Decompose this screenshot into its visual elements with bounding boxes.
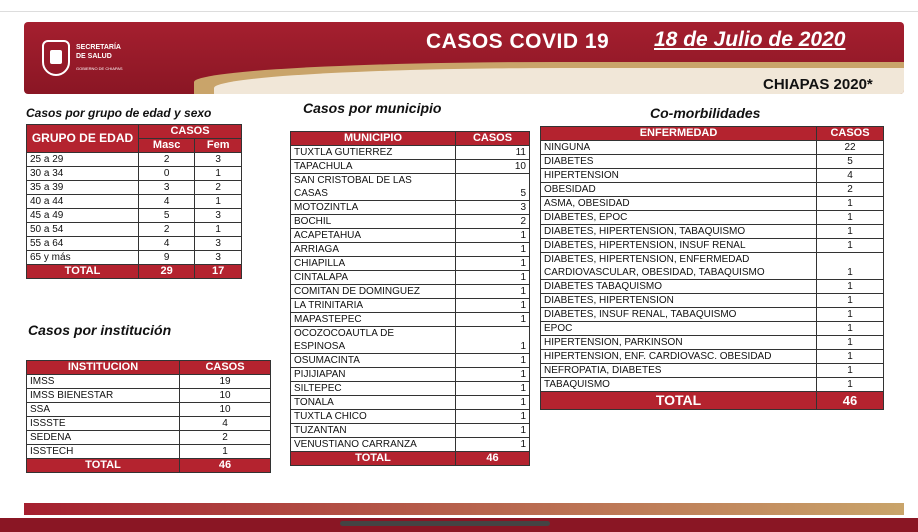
mun-name	[291, 271, 456, 285]
table-row	[27, 431, 271, 445]
inst-name: SSA	[27, 403, 180, 417]
com-name	[541, 280, 817, 294]
institucion-table	[26, 360, 271, 473]
table-row	[291, 424, 530, 438]
mun-name-line1: OCOZOCOAUTLA DE	[294, 328, 395, 339]
com-name-line1: NINGUNA	[544, 142, 591, 153]
scroll-indicator	[340, 521, 550, 526]
com-name	[541, 225, 817, 239]
mun-name	[291, 229, 456, 243]
edad-masc: 9	[139, 251, 195, 265]
inst-casos: 4	[180, 417, 271, 431]
table-row	[291, 229, 530, 243]
table-row	[541, 322, 884, 336]
com-name-line1: DIABETES, EPOC	[544, 212, 628, 223]
mun-name-line1: TUXTLA GUTIERREZ	[294, 147, 393, 158]
com-name-line1: DIABETES, HIPERTENSION, ENFERMEDAD	[544, 254, 750, 265]
com-name	[541, 211, 817, 225]
com-name-line1: DIABETES, HIPERTENSION, TABAQUISMO	[544, 226, 746, 237]
mun-col-name: MUNICIPIO	[291, 132, 456, 146]
table-row	[27, 375, 271, 389]
inst-total: 46	[180, 459, 271, 473]
com-casos: 5	[817, 155, 884, 169]
com-name-line2: CARDIOVASCULAR, OBESIDAD, TABAQUISMO	[544, 267, 765, 278]
com-casos: 1	[817, 308, 884, 322]
com-name	[541, 141, 817, 155]
com-casos: 1	[817, 364, 884, 378]
mun-name-line1: TAPACHULA	[294, 161, 353, 172]
mun-name	[291, 313, 456, 327]
mun-name	[291, 424, 456, 438]
mun-name-line1: BOCHIL	[294, 216, 332, 227]
inst-casos: 1	[180, 445, 271, 459]
mun-name	[291, 396, 456, 410]
com-name	[541, 322, 817, 336]
com-name	[541, 294, 817, 308]
table-row	[291, 327, 530, 354]
edad-masc: 4	[139, 195, 195, 209]
table-row	[291, 174, 530, 201]
table-row	[291, 146, 530, 160]
table-row	[27, 265, 242, 279]
mun-name-line1: ARRIAGA	[294, 244, 340, 255]
inst-casos: 10	[180, 389, 271, 403]
mun-name	[291, 215, 456, 229]
mun-casos: 1	[456, 438, 530, 452]
page-date: 18 de Julio de 2020	[654, 28, 846, 51]
table-row	[541, 378, 884, 392]
com-name	[541, 197, 817, 211]
com-name-line1: EPOC	[544, 323, 573, 334]
com-casos: 2	[817, 183, 884, 197]
com-name	[541, 155, 817, 169]
edad-masc: 2	[139, 153, 195, 167]
mun-casos: 1	[456, 327, 530, 354]
com-name-line1: TABAQUISMO	[544, 379, 610, 390]
mun-name	[291, 201, 456, 215]
mun-casos: 1	[456, 257, 530, 271]
com-casos: 4	[817, 169, 884, 183]
com-name-line1: HIPERTENSION, ENF. CARDIOVASC. OBESIDAD	[544, 351, 772, 362]
com-name-line1: NEFROPATIA, DIABETES	[544, 365, 662, 376]
com-casos: 1	[817, 322, 884, 336]
edad-total-label: TOTAL	[27, 265, 139, 279]
mun-casos: 1	[456, 410, 530, 424]
mun-total: 46	[456, 452, 530, 466]
mun-casos: 2	[456, 215, 530, 229]
com-name-line1: DIABETES, HIPERTENSION	[544, 295, 674, 306]
table-row	[291, 299, 530, 313]
edad-fem: 1	[195, 195, 242, 209]
com-col-name: ENFERMEDAD	[541, 127, 817, 141]
com-casos: 1	[817, 378, 884, 392]
mun-casos: 3	[456, 201, 530, 215]
com-name	[541, 253, 817, 280]
table-row	[27, 181, 242, 195]
edad-col-casos: CASOS	[139, 125, 242, 139]
table-row	[541, 253, 884, 280]
mun-name	[291, 327, 456, 354]
mun-name-line1: SAN CRISTOBAL DE LAS	[294, 175, 412, 186]
mun-name	[291, 354, 456, 368]
bottom-bar	[0, 518, 918, 532]
com-name	[541, 239, 817, 253]
footer-strip	[24, 503, 904, 515]
mun-casos: 5	[456, 174, 530, 201]
mun-casos: 1	[456, 271, 530, 285]
table-row	[541, 392, 884, 410]
mun-name-line1: LA TRINITARIA	[294, 300, 364, 311]
inst-name: IMSS	[27, 375, 180, 389]
com-name	[541, 169, 817, 183]
edad-fem: 1	[195, 223, 242, 237]
com-casos: 1	[817, 239, 884, 253]
mun-name-line1: MAPASTEPEC	[294, 314, 362, 325]
edad-grupo: 30 a 34	[27, 167, 139, 181]
secretaria-salud-logo-icon	[42, 40, 70, 76]
mun-casos: 1	[456, 229, 530, 243]
table-row	[541, 183, 884, 197]
mun-casos: 10	[456, 160, 530, 174]
com-name-line1: OBESIDAD	[544, 184, 596, 195]
com-casos: 1	[817, 280, 884, 294]
mun-casos: 1	[456, 368, 530, 382]
com-total-label: TOTAL	[541, 392, 817, 410]
com-name	[541, 350, 817, 364]
com-name-line1: DIABETES	[544, 156, 594, 167]
inst-total-label: TOTAL	[27, 459, 180, 473]
mun-casos: 11	[456, 146, 530, 160]
table-row	[541, 155, 884, 169]
mun-name-line1: COMITAN DE DOMINGUEZ	[294, 286, 420, 297]
mun-casos: 1	[456, 396, 530, 410]
table-row	[291, 215, 530, 229]
table-row	[27, 223, 242, 237]
edad-grupo: 50 a 54	[27, 223, 139, 237]
mun-casos: 1	[456, 424, 530, 438]
table-row	[541, 141, 884, 155]
mun-casos: 1	[456, 354, 530, 368]
table-row	[541, 197, 884, 211]
com-total: 46	[817, 392, 884, 410]
mun-name	[291, 174, 456, 201]
edad-fem: 2	[195, 181, 242, 195]
inst-casos: 19	[180, 375, 271, 389]
table-row	[291, 368, 530, 382]
com-col-casos: CASOS	[817, 127, 884, 141]
edad-grupo: 65 y más	[27, 251, 139, 265]
edad-col-fem: Fem	[195, 139, 242, 153]
com-casos: 22	[817, 141, 884, 155]
com-casos: 1	[817, 211, 884, 225]
top-bar	[0, 0, 918, 12]
com-casos: 1	[817, 350, 884, 364]
comorb-table	[540, 126, 884, 410]
table-row	[291, 257, 530, 271]
edad-fem: 3	[195, 251, 242, 265]
header-banner	[24, 22, 904, 94]
table-row	[541, 350, 884, 364]
mun-name-line1: OSUMACINTA	[294, 355, 360, 366]
mun-casos: 1	[456, 313, 530, 327]
edad-title: Casos por grupo de edad y sexo	[26, 106, 212, 120]
table-row	[291, 243, 530, 257]
edad-table	[26, 124, 242, 279]
mun-name-line2: ESPINOSA	[294, 341, 346, 352]
com-name-line1: DIABETES, INSUF RENAL, TABAQUISMO	[544, 309, 737, 320]
table-row	[541, 169, 884, 183]
comorb-title: Co-morbilidades	[650, 105, 761, 121]
com-name	[541, 308, 817, 322]
table-row	[541, 294, 884, 308]
edad-fem: 3	[195, 237, 242, 251]
com-casos: 1	[817, 253, 884, 280]
mun-name-line1: TONALA	[294, 397, 334, 408]
table-row	[27, 251, 242, 265]
mun-name	[291, 285, 456, 299]
table-row	[27, 389, 271, 403]
table-row	[541, 225, 884, 239]
logo-line2: DE SALUD	[76, 53, 112, 60]
mun-casos: 1	[456, 285, 530, 299]
table-row	[291, 396, 530, 410]
logo-line1: SECRETARÍA	[76, 44, 121, 51]
edad-col-group: GRUPO DE EDAD	[27, 125, 139, 153]
table-row	[27, 445, 271, 459]
com-casos: 1	[817, 197, 884, 211]
edad-total-fem: 17	[195, 265, 242, 279]
table-row	[541, 239, 884, 253]
com-casos: 1	[817, 294, 884, 308]
mun-name	[291, 299, 456, 313]
inst-name: SEDENA	[27, 431, 180, 445]
municipio-table	[290, 131, 530, 466]
edad-fem: 3	[195, 209, 242, 223]
inst-name: IMSS BIENESTAR	[27, 389, 180, 403]
edad-grupo: 45 a 49	[27, 209, 139, 223]
table-row	[541, 280, 884, 294]
inst-col-casos: CASOS	[180, 361, 271, 375]
mun-name-line1: ACAPETAHUA	[294, 230, 362, 241]
com-name-line1: DIABETES TABAQUISMO	[544, 281, 662, 292]
page-title: CASOS COVID 19	[426, 30, 610, 53]
table-row	[27, 237, 242, 251]
table-row	[291, 160, 530, 174]
table-row	[541, 336, 884, 350]
table-row	[291, 285, 530, 299]
mun-casos: 1	[456, 243, 530, 257]
mun-name	[291, 368, 456, 382]
edad-masc: 3	[139, 181, 195, 195]
com-name	[541, 378, 817, 392]
table-row	[291, 438, 530, 452]
table-row	[291, 271, 530, 285]
mun-name-line1: PIJIJIAPAN	[294, 369, 346, 380]
edad-grupo: 40 a 44	[27, 195, 139, 209]
edad-grupo: 35 a 39	[27, 181, 139, 195]
mun-name	[291, 438, 456, 452]
com-name	[541, 183, 817, 197]
mun-col-casos: CASOS	[456, 132, 530, 146]
mun-name	[291, 410, 456, 424]
com-name-line1: ASMA, OBESIDAD	[544, 198, 630, 209]
edad-col-masc: Masc	[139, 139, 195, 153]
edad-fem: 3	[195, 153, 242, 167]
com-casos: 1	[817, 336, 884, 350]
mun-name	[291, 382, 456, 396]
mun-name-line2: CASAS	[294, 188, 328, 199]
mun-total-label: TOTAL	[291, 452, 456, 466]
table-row	[291, 313, 530, 327]
mun-name-line1: VENUSTIANO CARRANZA	[294, 439, 417, 450]
inst-name: ISSTECH	[27, 445, 180, 459]
table-row	[27, 153, 242, 167]
table-row	[27, 209, 242, 223]
inst-col-name: INSTITUCION	[27, 361, 180, 375]
edad-fem: 1	[195, 167, 242, 181]
table-row	[291, 201, 530, 215]
table-row	[291, 354, 530, 368]
table-row	[291, 382, 530, 396]
mun-name-line1: MOTOZINTLA	[294, 202, 359, 213]
mun-casos: 1	[456, 299, 530, 313]
edad-grupo: 55 a 64	[27, 237, 139, 251]
mun-name-line1: SILTEPEC	[294, 383, 342, 394]
table-row	[541, 364, 884, 378]
page-subtitle: CHIAPAS 2020*	[763, 76, 873, 93]
mun-name	[291, 243, 456, 257]
table-row	[27, 417, 271, 431]
table-row	[291, 410, 530, 424]
mun-name	[291, 146, 456, 160]
table-row	[27, 195, 242, 209]
edad-masc: 2	[139, 223, 195, 237]
table-row	[541, 211, 884, 225]
table-row	[27, 459, 271, 473]
mun-name-line1: CINTALAPA	[294, 272, 349, 283]
com-name-line1: DIABETES, HIPERTENSION, INSUF RENAL	[544, 240, 746, 251]
institucion-title: Casos por institución	[28, 322, 172, 338]
mun-name-line1: CHIAPILLA	[294, 258, 346, 269]
mun-name-line1: TUZANTAN	[294, 425, 347, 436]
com-name	[541, 336, 817, 350]
edad-masc: 4	[139, 237, 195, 251]
municipio-title: Casos por municipio	[303, 100, 442, 116]
table-row	[27, 167, 242, 181]
mun-name	[291, 257, 456, 271]
edad-total-masc: 29	[139, 265, 195, 279]
logo-line3: GOBIERNO DE CHIAPAS	[76, 66, 123, 71]
table-row	[27, 403, 271, 417]
table-row	[291, 452, 530, 466]
mun-name	[291, 160, 456, 174]
table-row	[541, 308, 884, 322]
com-name-line1: HIPERTENSION, PARKINSON	[544, 337, 683, 348]
mun-name-line1: TUXTLA CHICO	[294, 411, 367, 422]
edad-masc: 5	[139, 209, 195, 223]
edad-masc: 0	[139, 167, 195, 181]
inst-name: ISSSTE	[27, 417, 180, 431]
com-name	[541, 364, 817, 378]
edad-grupo: 25 a 29	[27, 153, 139, 167]
com-casos: 1	[817, 225, 884, 239]
com-name-line1: HIPERTENSION	[544, 170, 619, 181]
inst-casos: 2	[180, 431, 271, 445]
inst-casos: 10	[180, 403, 271, 417]
mun-casos: 1	[456, 382, 530, 396]
